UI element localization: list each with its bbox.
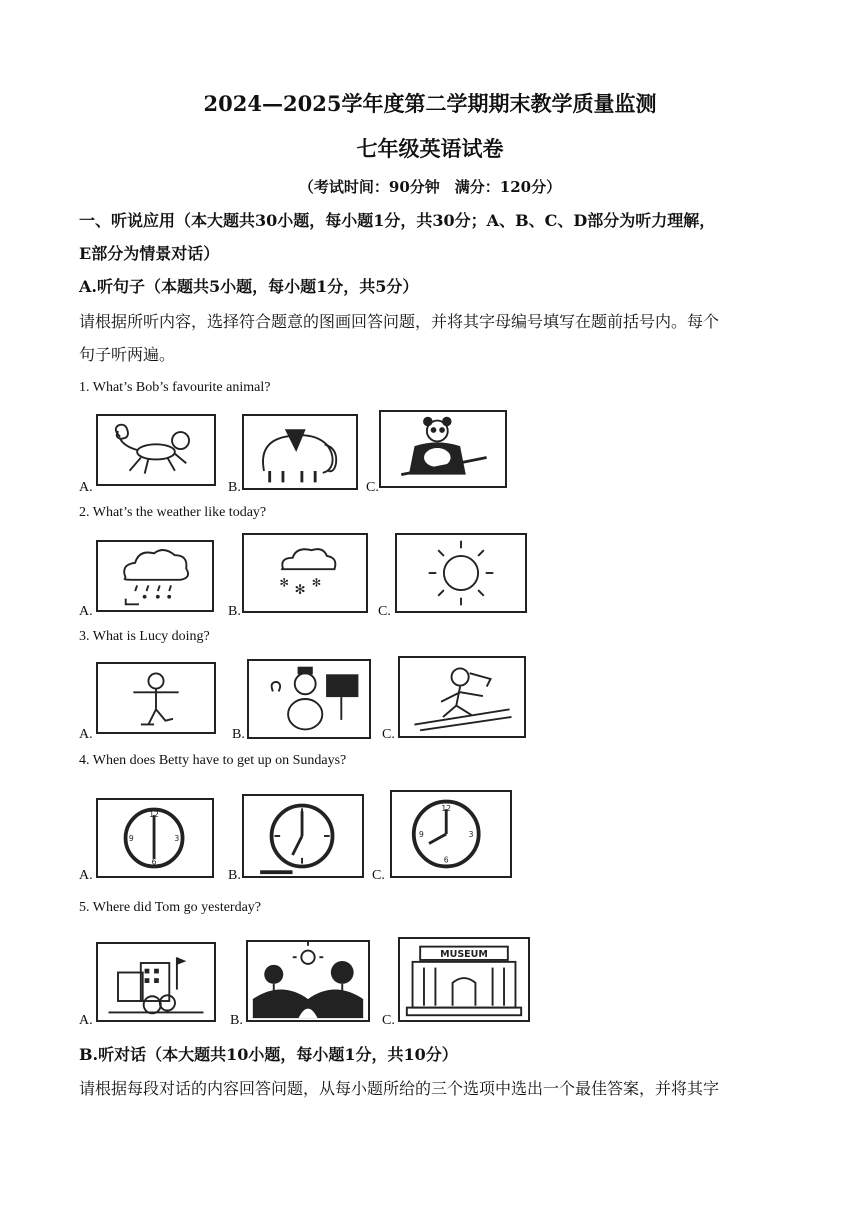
svg-text:6: 6 [443, 855, 449, 865]
clock-six-icon[interactable] [96, 798, 214, 878]
svg-text:✻: ✻ [311, 575, 322, 590]
skating-icon[interactable] [96, 662, 216, 734]
q5-option-c-label: C. [382, 1013, 395, 1028]
exam-title: 2024—2025学年度第二学期期末教学质量监测 [203, 91, 657, 116]
q4-option-a-label: A. [79, 868, 93, 883]
section-heading-line1: 一、听说应用（本大题共30小题，每小题1分，共30分；A、B、C、D部分为听力理解， [79, 211, 716, 230]
park-icon[interactable] [246, 940, 370, 1022]
question-5-text: 5. Where did Tom go yesterday? [79, 900, 262, 915]
part-a-instruction-line1: 请根据所听内容，选择符合题意的图画回答问题，并将其字母编号填写在题前括号内。每个 [79, 312, 720, 331]
panda-icon[interactable] [379, 410, 507, 488]
question-4-text: 4. When does Betty have to get up on Sundays? [79, 753, 347, 768]
q2-option-a-label: A. [79, 604, 93, 619]
clock-seven-icon[interactable] [242, 794, 364, 878]
svg-text:✻: ✻ [294, 582, 306, 598]
q3-option-b-label: B. [232, 727, 245, 742]
part-a-instruction-line2: 句子听两遍。 [79, 345, 176, 364]
elephant-icon[interactable] [242, 414, 358, 490]
question-1-text: 1. What’s Bob’s favourite animal? [79, 380, 271, 395]
svg-text:12: 12 [149, 810, 159, 820]
svg-text:9: 9 [418, 829, 424, 839]
sun-icon[interactable] [395, 533, 527, 613]
exam-info: （考试时间：90分钟 满分：120分） [298, 178, 562, 196]
rain-icon[interactable] [96, 540, 214, 612]
svg-text:6: 6 [151, 857, 157, 867]
q1-option-c-label: C. [366, 480, 379, 495]
monkey-icon[interactable] [96, 414, 216, 486]
part-b-instruction-line1: 请根据每段对话的内容回答问题，从每小题所给的三个选项中选出一个最佳答案，并将其字 [79, 1079, 720, 1098]
q1-option-b-label: B. [228, 480, 241, 495]
question-2-text: 2. What’s the weather like today? [79, 505, 267, 520]
snow-icon[interactable] [242, 533, 368, 613]
museum-sign-text: MUSEUM [440, 949, 488, 961]
svg-text:✻: ✻ [279, 575, 289, 590]
q2-option-b-label: B. [228, 604, 241, 619]
q2-option-c-label: C. [378, 604, 391, 619]
museum-icon[interactable] [398, 937, 530, 1022]
q3-option-a-label: A. [79, 727, 93, 742]
skiing-icon[interactable] [398, 656, 526, 738]
q5-option-b-label: B. [230, 1013, 243, 1028]
svg-text:9: 9 [128, 833, 134, 843]
part-b-heading: B.听对话（本大题共10小题，每小题1分，共10分） [79, 1045, 458, 1064]
svg-text:3: 3 [174, 833, 180, 843]
exam-subtitle: 七年级英语试卷 [356, 136, 504, 161]
svg-text:3: 3 [468, 829, 474, 839]
q4-option-c-label: C. [372, 868, 385, 883]
q1-option-a-label: A. [79, 480, 93, 495]
part-a-heading: A.听句子（本题共5小题，每小题1分，共5分） [79, 277, 419, 296]
school-icon[interactable] [96, 942, 216, 1022]
q4-option-b-label: B. [228, 868, 241, 883]
clock-eight-icon[interactable] [390, 790, 512, 878]
q5-option-a-label: A. [79, 1013, 93, 1028]
svg-text:12: 12 [441, 804, 452, 814]
q3-option-c-label: C. [382, 727, 395, 742]
section-heading-line2: E部分为情景对话） [79, 244, 220, 263]
snowman-icon[interactable] [247, 659, 371, 739]
question-3-text: 3. What is Lucy doing? [79, 629, 210, 644]
